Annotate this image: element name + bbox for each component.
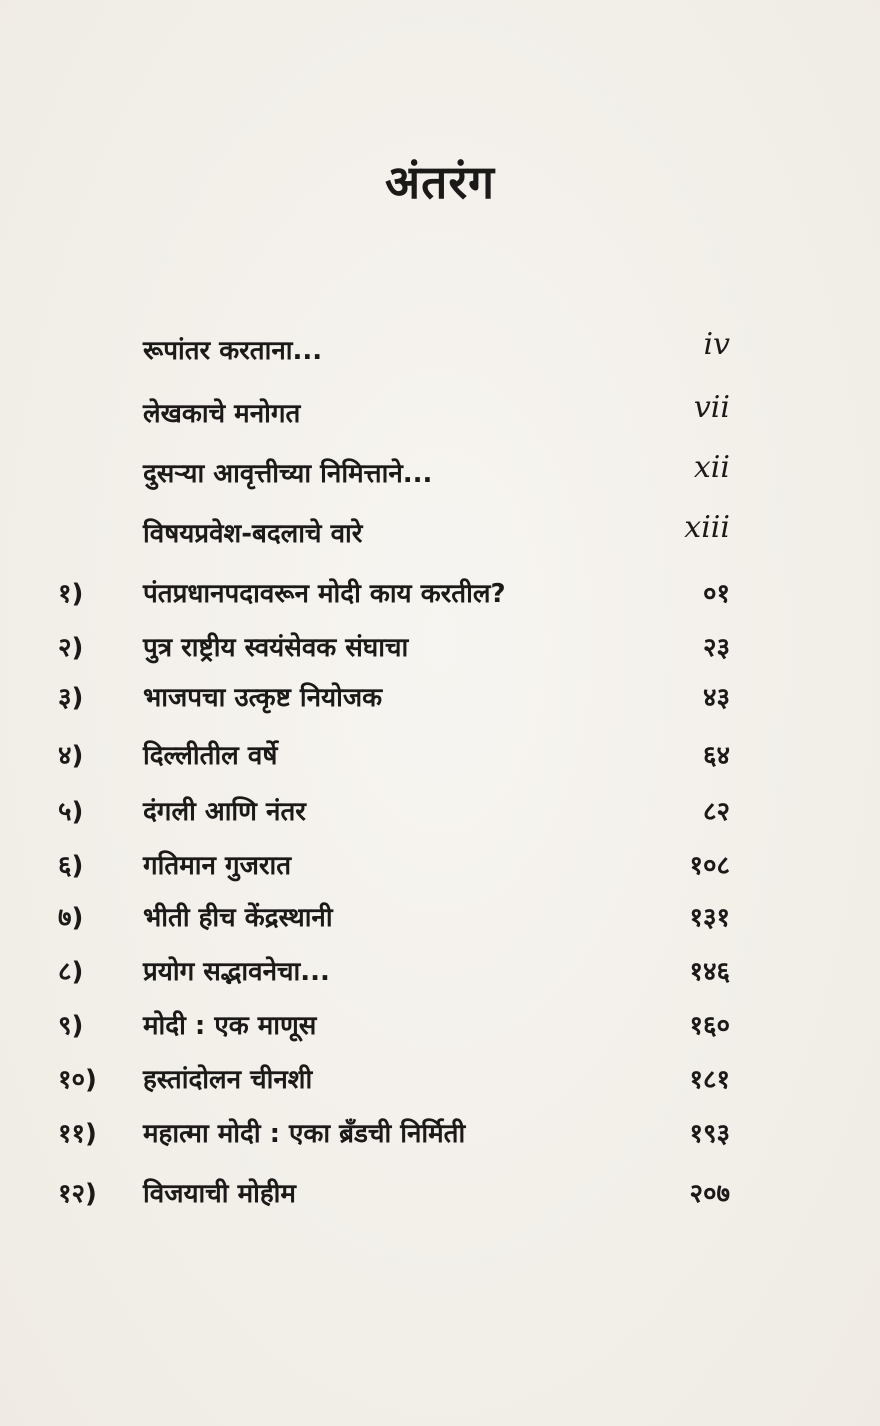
page-number: १८१ bbox=[689, 1065, 730, 1095]
page-number: १९३ bbox=[689, 1119, 730, 1149]
chapter-number: १२) bbox=[58, 1179, 97, 1209]
chapter-number: २) bbox=[58, 633, 84, 663]
chapter-number: १०) bbox=[58, 1065, 97, 1095]
chapter-title: दिल्लीतील वर्षे bbox=[143, 741, 278, 771]
toc-entry bbox=[0, 448, 880, 492]
chapter-title: भाजपचा उत्कृष्ट नियोजक bbox=[143, 683, 383, 713]
toc-entry bbox=[0, 730, 880, 774]
chapter-title: दुसऱ्या आवृत्तीच्या निमित्ताने... bbox=[143, 459, 433, 489]
chapter-title: विषयप्रवेश-बदलाचे वारे bbox=[143, 519, 363, 549]
chapter-number: ३) bbox=[58, 683, 84, 713]
page-number: xiii bbox=[684, 510, 730, 545]
toc-entry bbox=[0, 388, 880, 432]
toc-entry bbox=[0, 568, 880, 612]
chapter-title: प्रयोग सद्भावनेचा... bbox=[143, 957, 330, 987]
chapter-number: ५) bbox=[58, 797, 84, 827]
chapter-title: मोदी : एक माणूस bbox=[143, 1011, 317, 1041]
toc-entry bbox=[0, 672, 880, 716]
toc-entry bbox=[0, 1054, 880, 1098]
page-number: २०७ bbox=[689, 1179, 730, 1209]
chapter-number: ४) bbox=[58, 741, 84, 771]
chapter-title: पुत्र राष्ट्रीय स्वयंसेवक संघाचा bbox=[143, 633, 409, 663]
toc-entry bbox=[0, 946, 880, 990]
toc-entry bbox=[0, 892, 880, 936]
chapter-title: रूपांतर करताना... bbox=[143, 336, 323, 366]
chapter-title: हस्तांदोलन चीनशी bbox=[143, 1065, 313, 1095]
page-number: ४३ bbox=[702, 683, 730, 713]
chapter-title: विजयाची मोहीम bbox=[143, 1179, 296, 1209]
page-number: iv bbox=[703, 327, 730, 362]
chapter-number: ९) bbox=[58, 1011, 84, 1041]
chapter-title: गतिमान गुजरात bbox=[143, 851, 292, 881]
contents-title: अंतरंग bbox=[384, 155, 496, 209]
chapter-number: ७) bbox=[58, 903, 84, 933]
page-number: vii bbox=[693, 390, 730, 425]
toc-entry bbox=[0, 1108, 880, 1152]
chapter-title: भीती हीच केंद्रस्थानी bbox=[143, 903, 333, 933]
toc-entry bbox=[0, 840, 880, 884]
toc-entry bbox=[0, 622, 880, 666]
chapter-number: ६) bbox=[58, 851, 84, 881]
toc-entry bbox=[0, 1168, 880, 1212]
chapter-title: महात्मा मोदी : एका ब्रँडची निर्मिती bbox=[143, 1119, 466, 1149]
toc-entry bbox=[0, 508, 880, 552]
page-number: ०१ bbox=[702, 579, 730, 609]
toc-entry bbox=[0, 786, 880, 830]
page-number: ६४ bbox=[702, 741, 730, 771]
chapter-number: १) bbox=[58, 579, 84, 609]
page-number: १३१ bbox=[689, 903, 730, 933]
page-number: १६० bbox=[689, 1011, 730, 1041]
toc-entry bbox=[0, 325, 880, 369]
chapter-title: दंगली आणि नंतर bbox=[143, 797, 306, 827]
chapter-number: ११) bbox=[58, 1119, 97, 1149]
page-number: ८२ bbox=[702, 797, 730, 827]
page-number: २३ bbox=[702, 633, 730, 663]
page-number: १०८ bbox=[689, 851, 730, 881]
chapter-title: लेखकाचे मनोगत bbox=[143, 399, 301, 429]
page-number: xii bbox=[693, 450, 730, 485]
chapter-number: ८) bbox=[58, 957, 84, 987]
page-number: १४६ bbox=[689, 957, 730, 987]
chapter-title: पंतप्रधानपदावरून मोदी काय करतील? bbox=[143, 579, 506, 609]
toc-entry bbox=[0, 1000, 880, 1044]
